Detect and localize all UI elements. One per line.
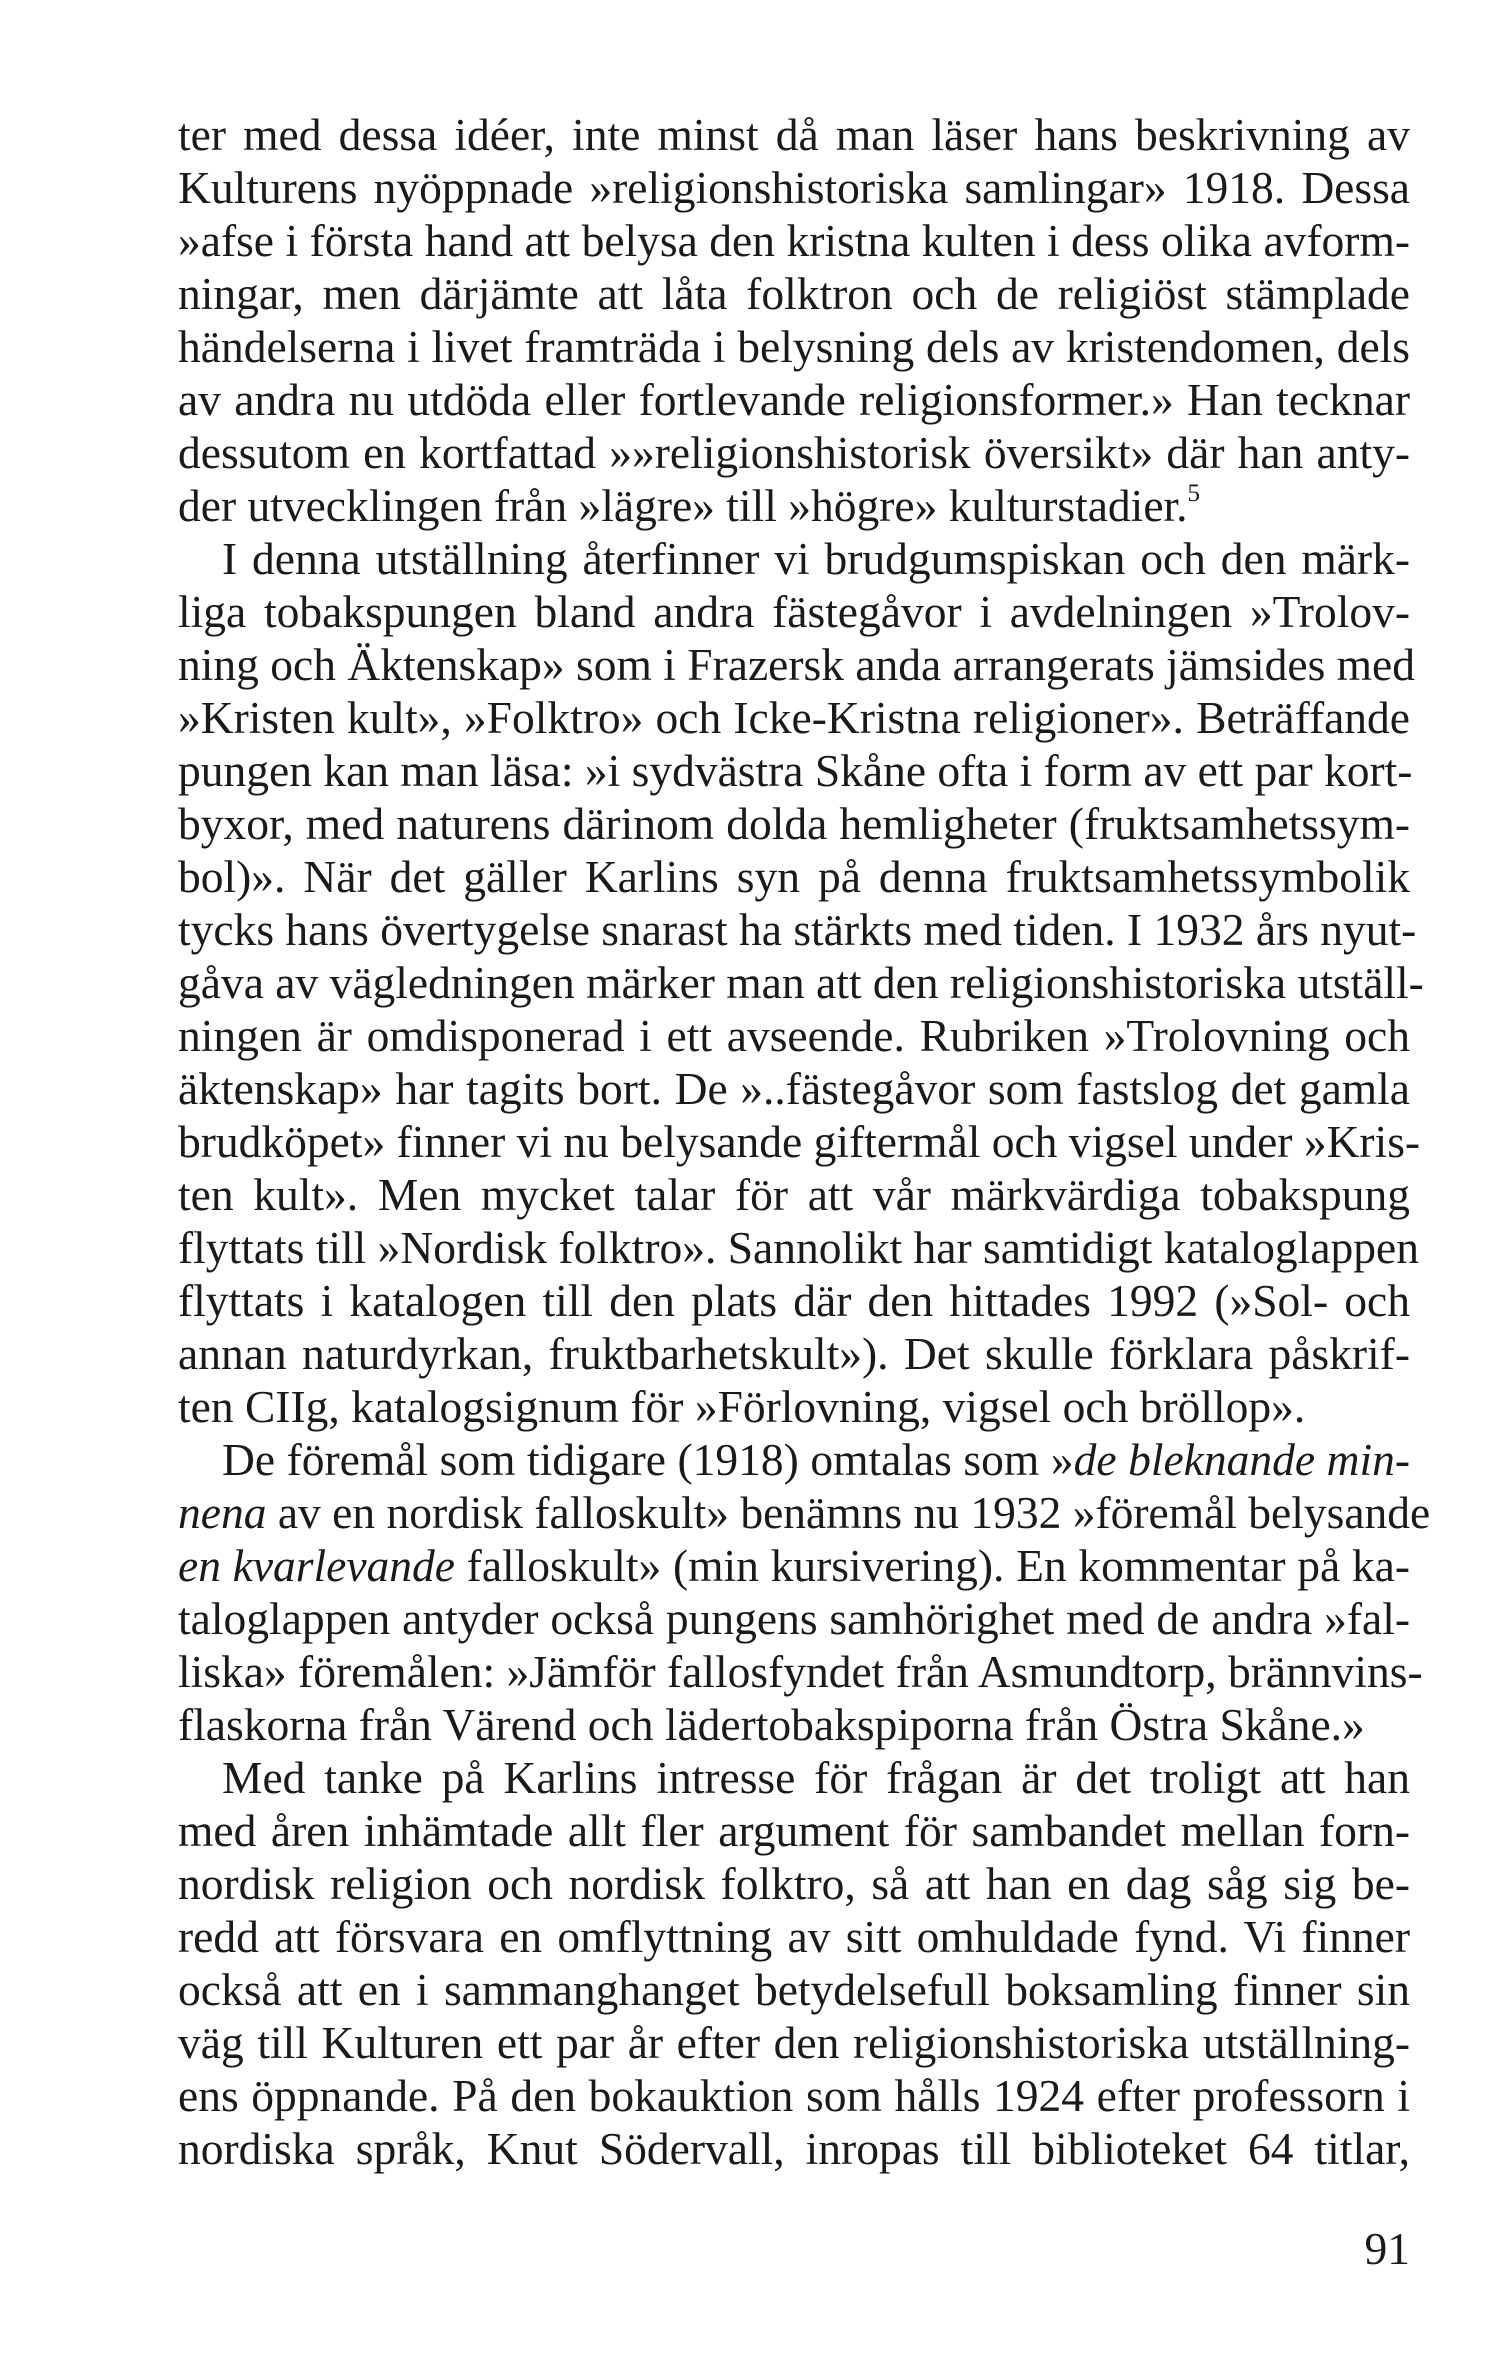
line-text: De föremål som tidigare (1918) omtalas som » [222, 1434, 1074, 1485]
text-line: ning och Äktenskap» som i Frazersk anda arrangerats jämsides med [178, 639, 1415, 690]
text-line: tycks hans övertygelse snarast ha stärkts med tiden. I 1932 års nyut- [178, 904, 1417, 955]
page-text [178, 108, 1431, 2175]
text-line: nordisk religion och nordisk folktro, så att han en dag såg sig be- [178, 1858, 1410, 1909]
text-line: också att en i sammanghanget betydelsefull boksamling finner sin [178, 1964, 1410, 2015]
footnote-ref: 5 [1187, 479, 1201, 507]
text-line: ten CIIg, katalogsignum för »Förlovning, vigsel och bröllop». [178, 1381, 1306, 1432]
text-line: äktenskap» har tagits bort. De »..fästegåvor som fastslog det gamla [178, 1063, 1410, 1114]
text-line: liska» föremålen: »Jämför fallosfyndet från Asmundtorp, brännvins- [178, 1646, 1423, 1697]
text-line [178, 479, 1410, 532]
text-line: »afse i första hand att belysa den kristna kulten i dess olika avform- [178, 215, 1410, 266]
text-line: ens öppnande. På den bokauktion som hålls 1924 efter professorn i [178, 2070, 1410, 2121]
text-line: Med tanke på Karlins intresse för frågan är det troligt att han [222, 1752, 1410, 1803]
text-line: flaskorna från Värend och lädertobakspiporna från Östra Skåne.» [178, 1699, 1365, 1750]
line-text: der utvecklingen från »lägre» till »högre» kulturstadier. [178, 480, 1188, 531]
text-line: ten kult». Men mycket talar för att vår märkvärdiga tobakspung [178, 1169, 1410, 1220]
text-line: liga tobakspungen bland andra fästegåvor i avdelningen »Trolov- [178, 586, 1410, 637]
text-line: flyttats i katalogen till den plats där den hittades 1992 (»Sol- och [178, 1275, 1410, 1326]
text-line: »Kristen kult», »Folktro» och Icke-Kristna religioner». Beträffande [178, 692, 1410, 743]
page-number: 91 [1364, 2223, 1410, 2274]
italic-text: nena [178, 1487, 267, 1538]
text-line: dessutom en kortfattad »»religionshistorisk översikt» där han anty- [178, 427, 1410, 478]
text-line: av andra nu utdöda eller fortlevande religionsformer.» Han tecknar [178, 374, 1410, 425]
italic-text: en kvarlevande [178, 1540, 455, 1591]
text-line: nordiska språk, Knut Södervall, inropas till biblioteket 64 titlar, [178, 2123, 1410, 2174]
text-line: gåva av vägledningen märker man att den religionshistoriska utställ- [178, 957, 1424, 1008]
text-line: I denna utställning återfinner vi brudgumspiskan och den märk- [222, 533, 1410, 584]
line-text: av en nordisk falloskult» benämns nu 1932 »föremål belysande [266, 1487, 1431, 1538]
text-line: ningen är omdisponerad i ett avseende. Rubriken »Trolovning och [178, 1010, 1410, 1061]
text-line: redd att försvara en omflyttning av sitt omhuldade fynd. Vi finner [178, 1911, 1410, 1962]
text-line: Kulturens nyöppnade »religionshistoriska samlingar» 1918. Dessa [178, 162, 1410, 213]
text-line: byxor, med naturens därinom dolda hemligheter (fruktsamhetssym- [178, 798, 1410, 849]
text-line: pungen kan man läsa: »i sydvästra Skåne ofta i form av ett par kort- [178, 745, 1413, 796]
text-line: bol)». När det gäller Karlins syn på denna fruktsamhetssymbolik [178, 851, 1410, 902]
text-line: med åren inhämtade allt fler argument för sambandet mellan forn- [178, 1805, 1410, 1856]
text-line: annan naturdyrkan, fruktbarhetskult»). Det skulle förklara påskrif- [178, 1328, 1410, 1379]
text-line [178, 1539, 1410, 1592]
text-line [178, 1486, 1431, 1539]
line-text: falloskult» (min kursivering). En kommentar på ka- [454, 1540, 1410, 1591]
text-line: väg till Kulturen ett par år efter den religionshistoriska utställning- [178, 2017, 1410, 2068]
text-line: ningar, men därjämte att låta folktron och de religiöst stämplade [178, 268, 1410, 319]
text-line: flyttats till »Nordisk folktro». Sannolikt har samtidigt kataloglappen [178, 1222, 1419, 1273]
text-line: taloglappen antyder också pungens samhörighet med de andra »fal- [178, 1593, 1410, 1644]
text-line: brudköpet» finner vi nu belysande giftermål och vigsel under »Kris- [178, 1116, 1421, 1167]
italic-text: de bleknande min- [1073, 1434, 1410, 1485]
text-line: ter med dessa idéer, inte minst då man läser hans beskrivning av [178, 109, 1410, 160]
text-line [178, 1433, 1410, 1486]
text-line: händelserna i livet framträda i belysning dels av kristendomen, dels [178, 321, 1410, 372]
